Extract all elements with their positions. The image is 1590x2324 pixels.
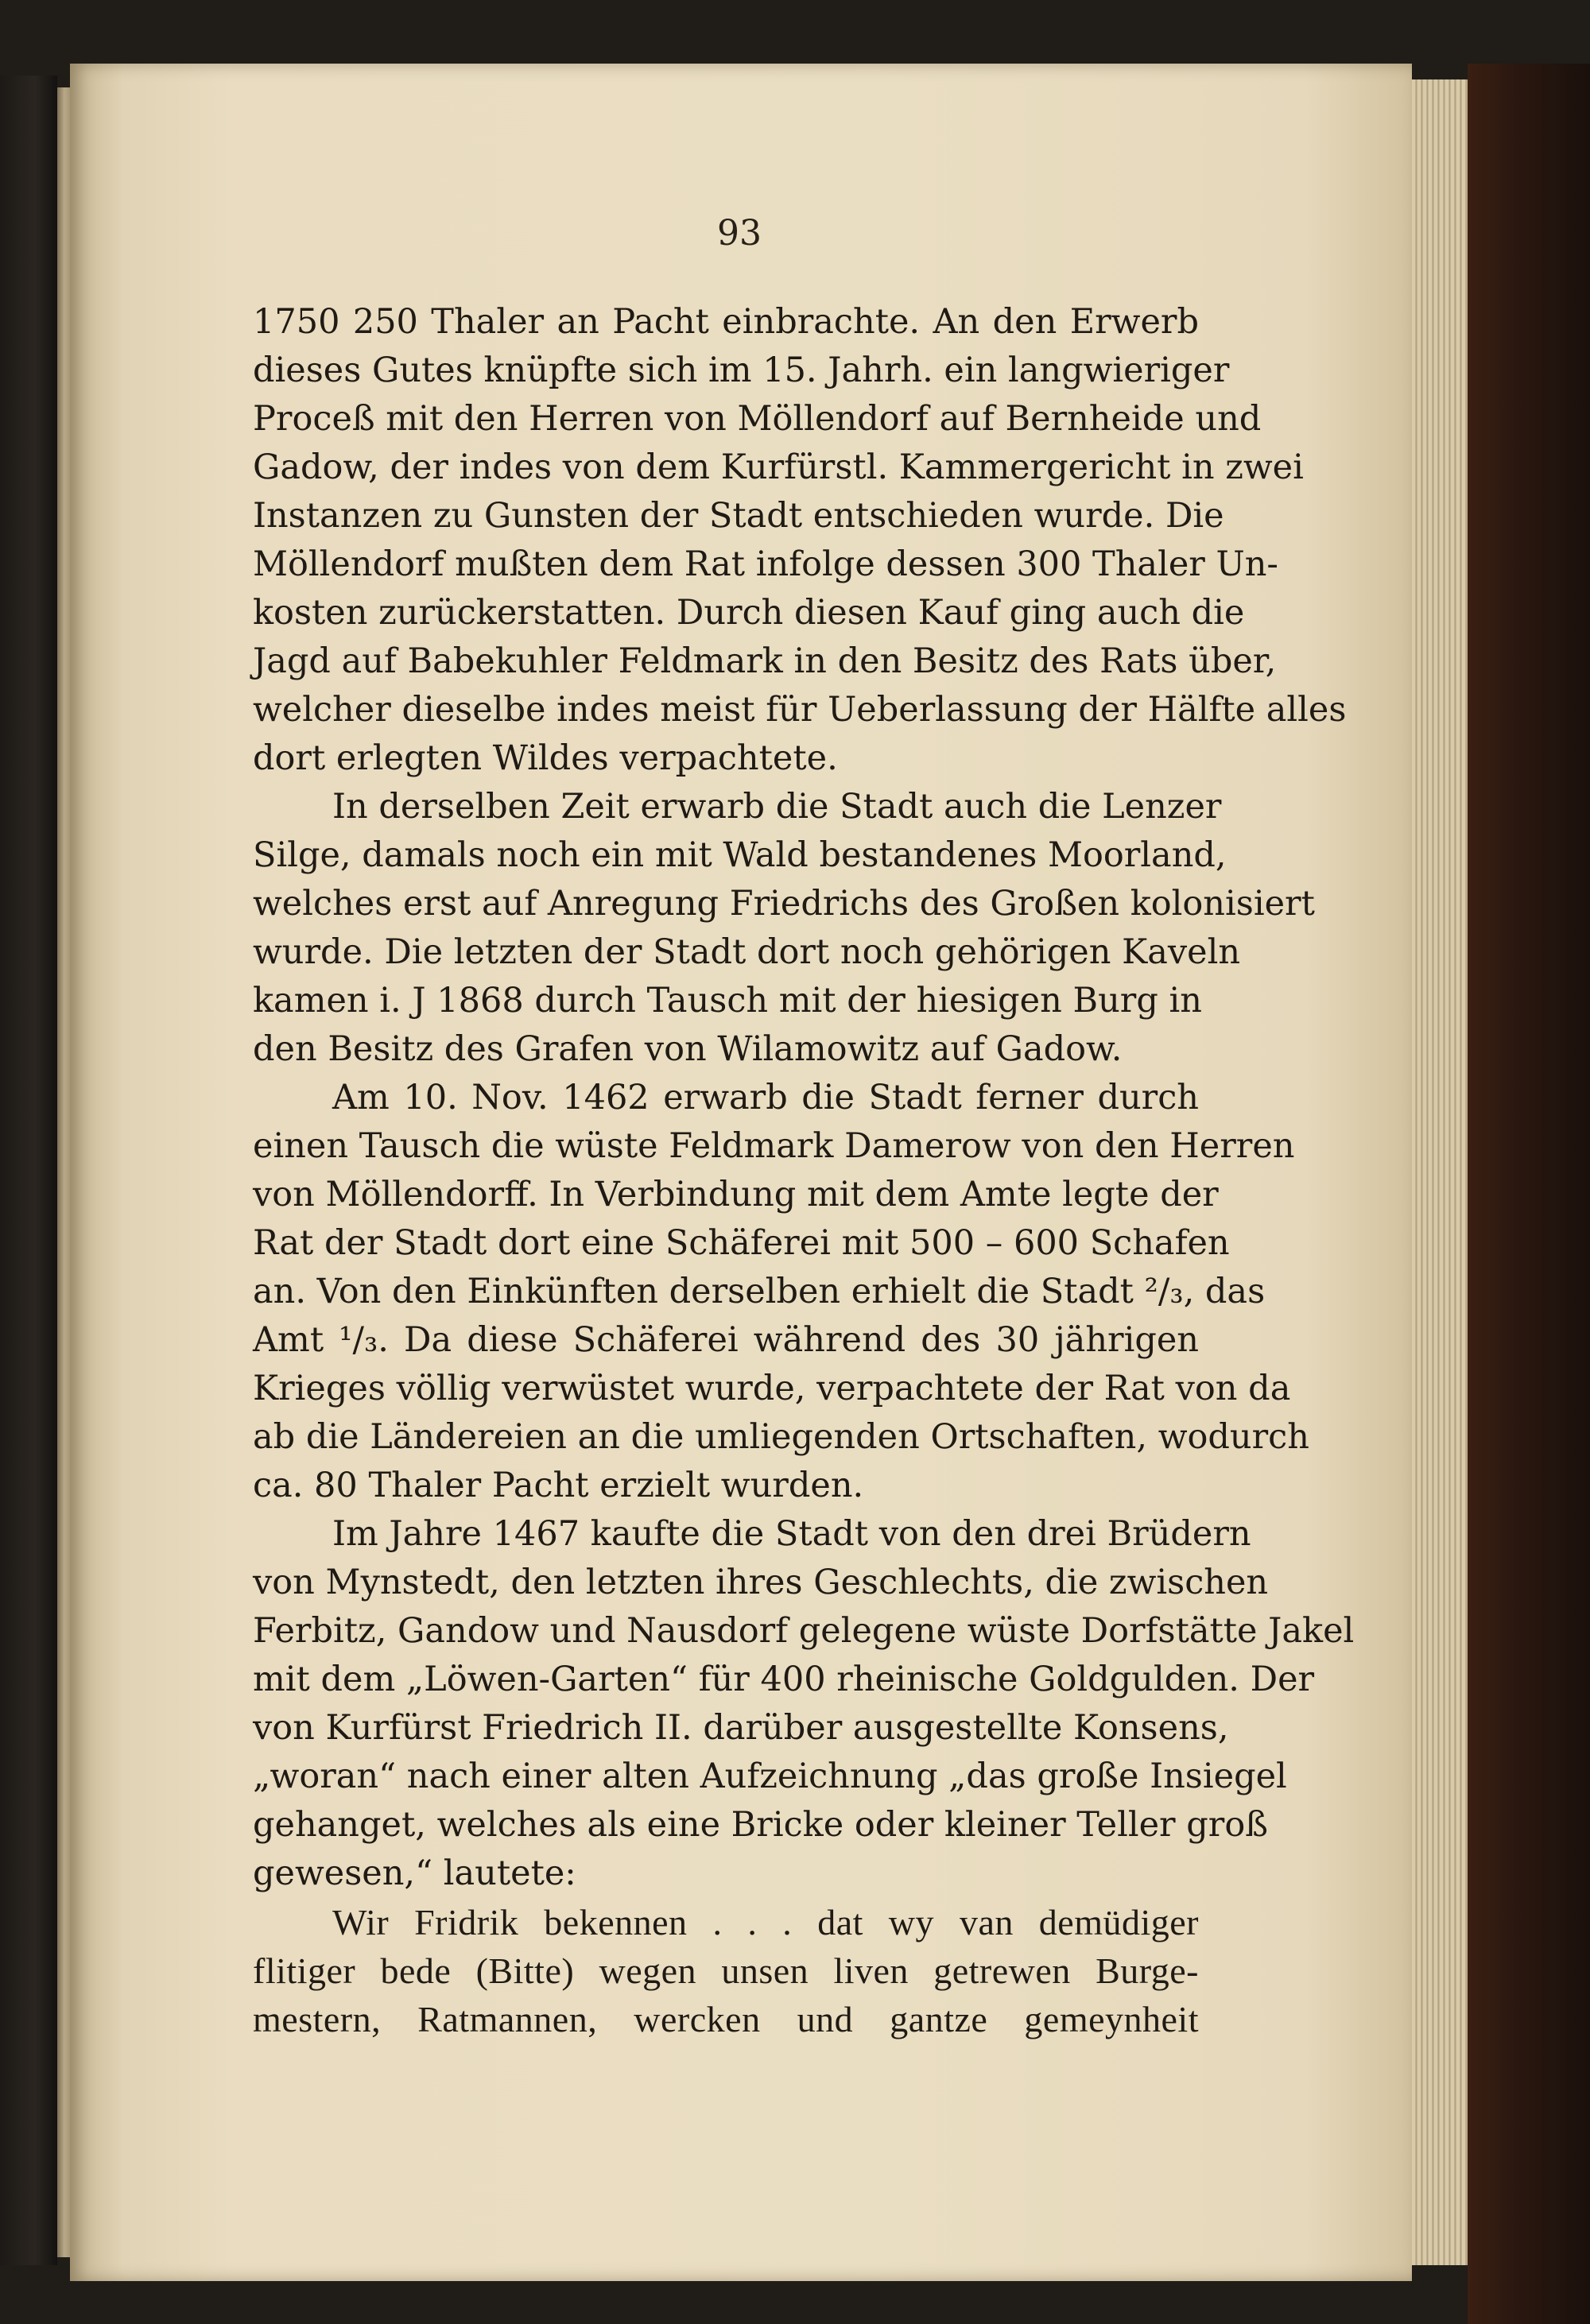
text-line: wurde. Die letzten der Stadt dort noch gehörigen Kaveln	[253, 932, 1241, 972]
text-line: ca. 80 Thaler Pacht erzielt wurden.	[253, 1466, 864, 1505]
quoted-text-line: flitiger bede (Bitte) wegen unsen liven getrewen Burge-	[253, 1950, 1199, 1991]
text-line: von Mynstedt, den letzten ihres Geschlechts, die zwischen	[253, 1563, 1269, 1602]
text-line: dieses Gutes knüpfte sich im 15. Jahrh. ein langwieriger	[253, 351, 1230, 390]
text-line: kamen i. J 1868 durch Tausch mit der hiesigen Burg in	[253, 981, 1202, 1021]
text-line: Amt ¹/₃. Da diese Schäferei während des 30 jährigen	[253, 1320, 1199, 1360]
text-line: mit dem „Löwen-Garten“ für 400 rheinische Goldgulden. Der	[253, 1660, 1315, 1699]
text-line: Proceß mit den Herren von Möllendorf auf Bernheide und	[253, 399, 1262, 439]
paragraph-start: In derselben Zeit erwarb die Stadt auch die Lenzer	[332, 787, 1222, 827]
text-line: dort erlegten Wildes verpachtete.	[253, 738, 838, 778]
text-line: Gadow, der indes von dem Kurfürstl. Kammergericht in zwei	[253, 447, 1304, 487]
text-line: 1750 250 Thaler an Pacht einbrachte. An den Erwerb	[253, 302, 1199, 342]
page-number: 93	[717, 213, 762, 254]
text-line: gewesen,“ lautete:	[253, 1853, 576, 1893]
text-line: von Möllendorff. In Verbindung mit dem Amte legte der	[253, 1175, 1219, 1214]
text-line: gehanget, welches als eine Bricke oder kleiner Teller groß	[253, 1805, 1268, 1845]
right-book-cover	[1468, 64, 1590, 2324]
text-line: ab die Ländereien an die umliegenden Ortschaften, wodurch	[253, 1417, 1309, 1457]
text-line: Rat der Stadt dort eine Schäferei mit 500 – 600 Schafen	[253, 1223, 1230, 1263]
paragraph-start: Am 10. Nov. 1462 erwarb die Stadt ferner durch	[332, 1078, 1199, 1117]
text-line: Ferbitz, Gandow und Nausdorf gelegene wüste Dorfstätte Jakel	[253, 1611, 1355, 1651]
paragraph-start: Im Jahre 1467 kaufte die Stadt von den drei Brüdern	[332, 1514, 1251, 1554]
text-line: einen Tausch die wüste Feldmark Damerow von den Herren	[253, 1126, 1295, 1166]
quoted-text-line: Wir Fridrik bekennen . . . dat wy van demüdiger	[332, 1902, 1199, 1942]
text-line: kosten zurückerstatten. Durch diesen Kauf ging auch die	[253, 593, 1245, 633]
quoted-text-line: mestern, Ratmannen, wercken und gantze gemeynheit	[253, 1999, 1199, 2039]
left-book-cover	[0, 76, 57, 2265]
text-line: Jagd auf Babekuhler Feldmark in den Besitz des Rats über,	[253, 641, 1277, 681]
text-line: von Kurfürst Friedrich II. darüber ausgestellte Konsens,	[253, 1708, 1229, 1748]
text-line: an. Von den Einkünften derselben erhielt die Stadt ²/₃, das	[253, 1272, 1266, 1311]
text-line: Instanzen zu Gunsten der Stadt entschieden wurde. Die	[253, 496, 1224, 536]
body-text	[253, 298, 1355, 2043]
page-stack-edge	[1412, 79, 1468, 2265]
text-line: welcher dieselbe indes meist für Ueberlassung der Hälfte alles	[253, 690, 1347, 730]
text-line: welches erst auf Anregung Friedrichs des Großen kolonisiert	[253, 884, 1315, 924]
text-line: Möllendorf mußten dem Rat infolge dessen 300 Thaler Un-	[253, 544, 1278, 584]
text-line: Silge, damals noch ein mit Wald bestandenes Moorland,	[253, 835, 1227, 875]
text-line: den Besitz des Grafen von Wilamowitz auf Gadow.	[253, 1029, 1123, 1069]
text-line: Krieges völlig verwüstet wurde, verpachtete der Rat von da	[253, 1369, 1291, 1408]
text-line: „woran“ nach einer alten Aufzeichnung „das große Insiegel	[253, 1757, 1287, 1796]
